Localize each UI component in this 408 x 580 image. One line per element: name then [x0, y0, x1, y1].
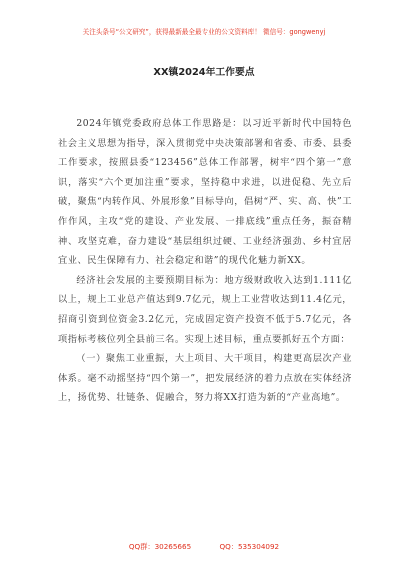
footer-qq-group: QQ群：30265665	[128, 542, 192, 551]
document-body	[58, 114, 352, 408]
footer-qq: QQ：535304092	[219, 542, 280, 551]
footer-contact	[0, 542, 408, 551]
paragraph-overall-approach: 2024年镇党委政府总体工作思路是：以习近平新时代中国特色社会主义思想为指导，深入贯彻党中央决策部署和省委、市委、县委工作要求，按照县委“123456”总体工作部署，树牢“四个第一”意识，落实“六个更加注重”要求，坚持稳中求进，以进促稳、先立后破，聚焦“内转作风、外展形象”目标导向，倡树“严、实、高、快”工作作风，主攻“党的建设、产业发展、一排底线”重点任务，振奋精神、攻坚克难，奋力建设“基层组织过硬、工业经济强劲、乡村宜居宜业、民生保障有力、社会稳定和谐”的现代化魅力新XX。	[58, 118, 352, 267]
document-title: XX镇2024年工作要点	[153, 67, 255, 78]
paragraph-industry: （一）聚焦工业重振，大上项目、大干项目，构建更高层次产业体系。毫不动摇坚持“四个第一”，把发展经济的着力点放在实体经济上，扬优势、壮链条、促融合，努力将XX打造为新的“产业高地”。	[58, 353, 352, 404]
paragraph-targets: 经济社会发展的主要预期目标为：地方级财政收入达到1.111亿以上，规上工业总产值达到9.7亿元，规上工业营收达到11.4亿元，招商引资到位资金3.2亿元，完成固定资产投资不低于5.7亿元，各项指标考核位列全县前三名。实现上述目标，重点要抓好五个方面：	[58, 274, 352, 345]
header-banner: 关注头条号“公文研究”，获得最新最全最专业的公文资料库！ 微信号：gongwenyj	[82, 28, 326, 36]
